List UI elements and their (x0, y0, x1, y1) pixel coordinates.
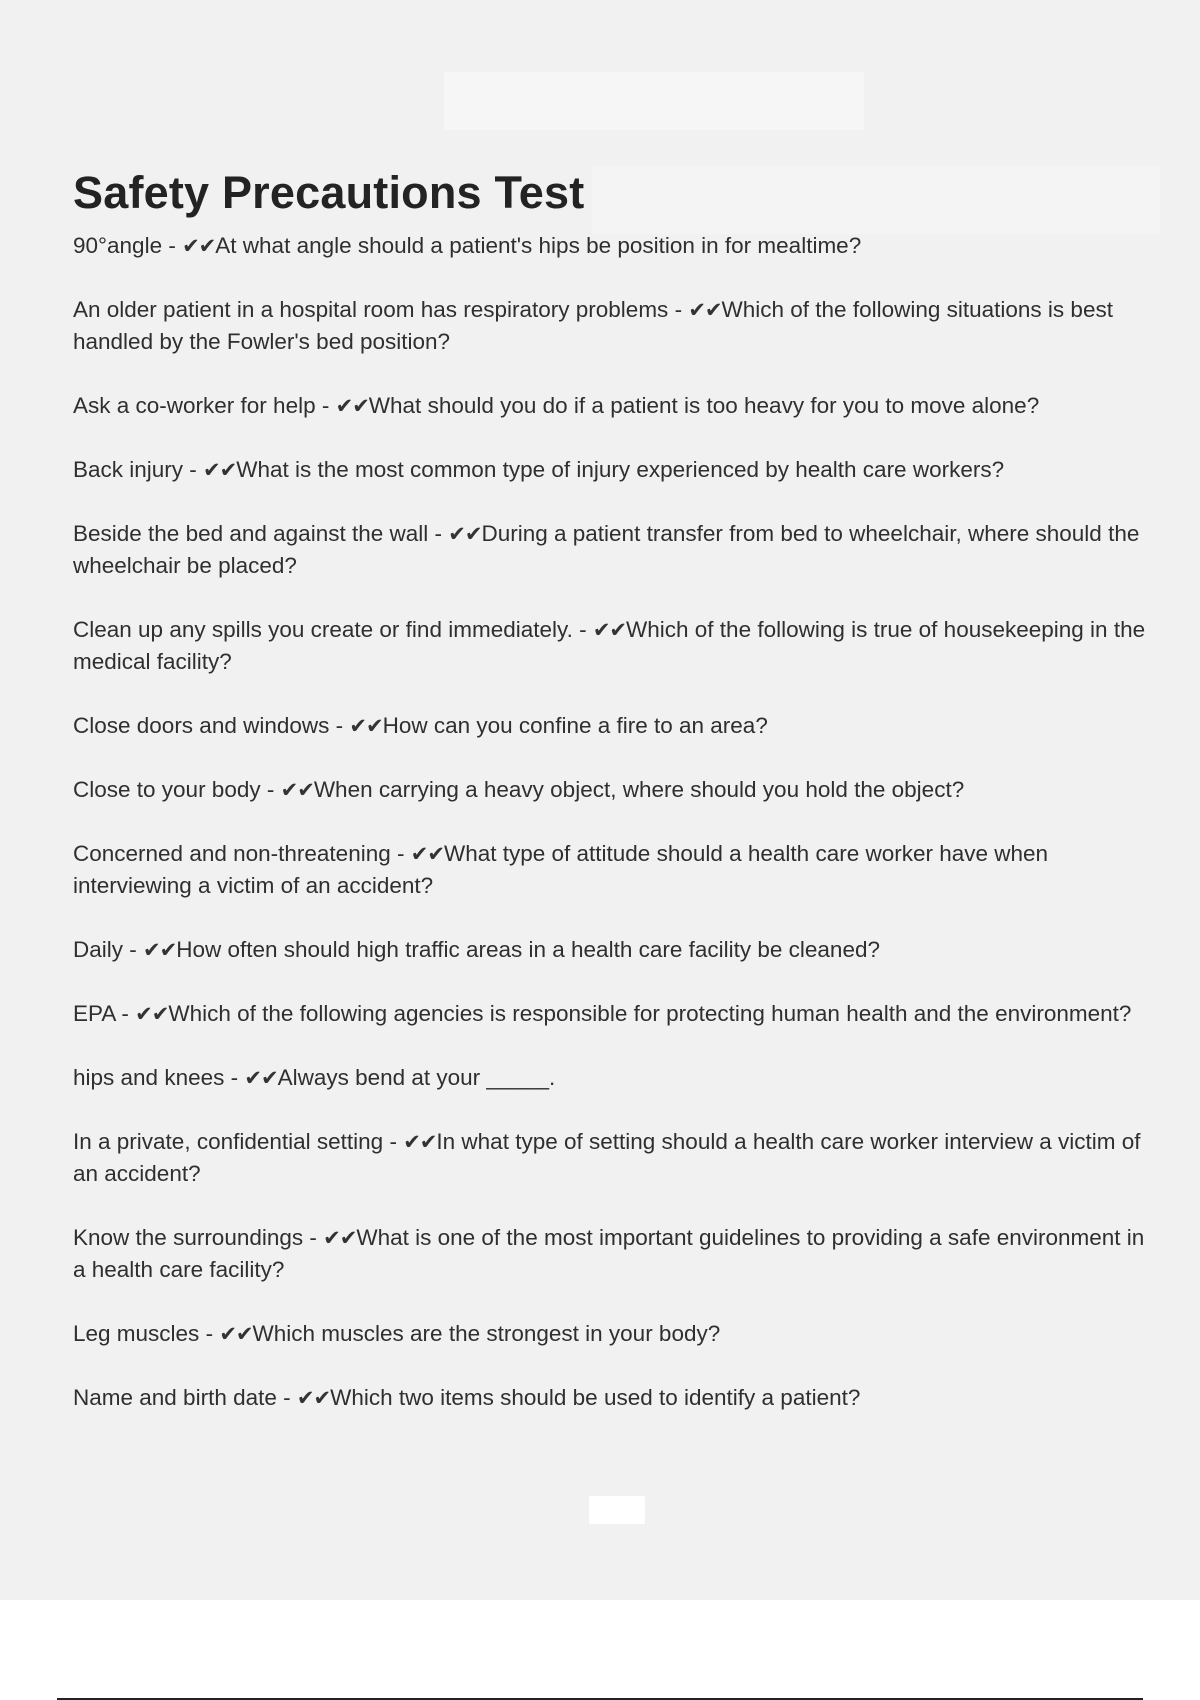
check-icon: ✔✔ (244, 1066, 278, 1090)
answer-text: Know the surroundings (73, 1225, 304, 1250)
answer-text: Beside the bed and against the wall (73, 521, 429, 546)
question-text: In what type of setting should a health care worker interview a victim of an accident? (73, 1129, 1141, 1186)
question-text: Which of the following agencies is responsible for protecting human health and the environment? (168, 1001, 1132, 1026)
answer-text: Close doors and windows (73, 713, 330, 738)
question-text: Which two items should be used to identify a patient? (330, 1385, 861, 1410)
check-icon: ✔✔ (135, 1002, 169, 1026)
check-icon: ✔✔ (335, 394, 369, 418)
answer-text: 90°angle (73, 233, 163, 258)
qa-item: Name and birth date - ✔✔Which two items should be used to identify a patient? (73, 1385, 861, 1410)
check-icon: ✔✔ (296, 1386, 331, 1410)
check-icon: ✔✔ (323, 1226, 357, 1250)
question-text: What is one of the most important guidelines to providing a safe environment in a health care facility? (73, 1225, 1145, 1282)
answer-text: Ask a co-worker for help (73, 393, 316, 418)
answer-text: Clean up any spills you create or find immediately. (73, 617, 573, 642)
answer-text: Daily (73, 937, 124, 962)
redacted-header-box (444, 72, 864, 130)
question-text: Which of the following is true of housekeeping in the medical facility? (73, 617, 1146, 674)
qa-item: An older patient in a hospital room has respiratory problems - ✔✔Which of the following situations is best handled by the Fowler's bed position? (73, 297, 1113, 354)
check-icon: ✔✔ (403, 1130, 437, 1154)
qa-item: Ask a co-worker for help - ✔✔What should you do if a patient is too heavy for you to move alone? (73, 393, 1040, 418)
answer-text: hips and knees (73, 1065, 225, 1090)
answer-text: Name and birth date (73, 1385, 277, 1410)
check-icon: ✔✔ (219, 1322, 253, 1346)
qa-item: Leg muscles - ✔✔Which muscles are the strongest in your body? (73, 1321, 721, 1346)
qa-item: Close doors and windows - ✔✔How can you confine a fire to an area? (73, 713, 768, 738)
answer-text: Back injury (73, 457, 184, 482)
answer-text: In a private, confidential setting (73, 1129, 384, 1154)
qa-item: Back injury - ✔✔What is the most common type of injury experienced by health care workers? (73, 457, 1005, 482)
redacted-page-number (589, 1496, 645, 1524)
qa-item: Clean up any spills you create or find immediately. - ✔✔Which of the following is true of housekeeping in the medical facility? (73, 617, 1146, 674)
qa-item: Daily - ✔✔How often should high traffic areas in a health care facility be cleaned? (73, 937, 880, 962)
check-icon: ✔✔ (688, 298, 722, 322)
qa-item: Concerned and non-threatening - ✔✔What type of attitude should a health care worker have when interviewing a victim of an accident? (73, 841, 1049, 898)
answer-text: Close to your body (73, 777, 261, 802)
check-icon: ✔✔ (182, 234, 216, 258)
question-text: Always bend at your _____. (277, 1065, 556, 1090)
question-text: Which muscles are the strongest in your body? (252, 1321, 721, 1346)
check-icon: ✔✔ (448, 522, 482, 546)
qa-list (73, 230, 1163, 1446)
check-icon: ✔✔ (203, 458, 237, 482)
check-icon: ✔✔ (592, 618, 627, 642)
qa-item: 90°angle - ✔✔At what angle should a patient's hips be position in for mealtime? (73, 233, 862, 258)
answer-text: Leg muscles (73, 1321, 200, 1346)
qa-item: In a private, confidential setting - ✔✔In what type of setting should a health care worker interview a victim of an accident? (73, 1129, 1141, 1186)
title-band (592, 166, 1160, 234)
qa-item: Beside the bed and against the wall - ✔✔During a patient transfer from bed to wheelchair, where should the wheelchair be placed? (73, 521, 1140, 578)
check-icon: ✔✔ (143, 938, 177, 962)
question-text: How can you confine a fire to an area? (382, 713, 768, 738)
question-text: What should you do if a patient is too heavy for you to move alone? (368, 393, 1040, 418)
question-text: During a patient transfer from bed to wheelchair, where should the wheelchair be placed? (73, 521, 1140, 578)
page-title: Safety Precautions Test (73, 167, 585, 218)
qa-item: EPA - ✔✔Which of the following agencies is responsible for protecting human health and the environment? (73, 1001, 1132, 1026)
question-text: What type of attitude should a health care worker have when interviewing a victim of an accident? (73, 841, 1049, 898)
check-icon: ✔✔ (349, 714, 383, 738)
question-text: How often should high traffic areas in a health care facility be cleaned? (176, 937, 880, 962)
question-text: Which of the following situations is best handled by the Fowler's bed position? (73, 297, 1113, 354)
qa-item: Know the surroundings - ✔✔What is one of the most important guidelines to providing a safe environment in a health care facility? (73, 1225, 1145, 1282)
answer-text: Concerned and non-threatening (73, 841, 391, 866)
answer-text: An older patient in a hospital room has respiratory problems (73, 297, 669, 322)
check-icon: ✔✔ (410, 842, 444, 866)
question-text: When carrying a heavy object, where should you hold the object? (313, 777, 965, 802)
qa-item: hips and knees - ✔✔Always bend at your _____. (73, 1065, 556, 1090)
question-text: What is the most common type of injury experienced by health care workers? (236, 457, 1005, 482)
qa-item: Close to your body - ✔✔When carrying a heavy object, where should you hold the object? (73, 777, 965, 802)
check-icon: ✔✔ (280, 778, 314, 802)
question-text: At what angle should a patient's hips be position in for mealtime? (215, 233, 862, 258)
answer-text: EPA (73, 1001, 116, 1026)
